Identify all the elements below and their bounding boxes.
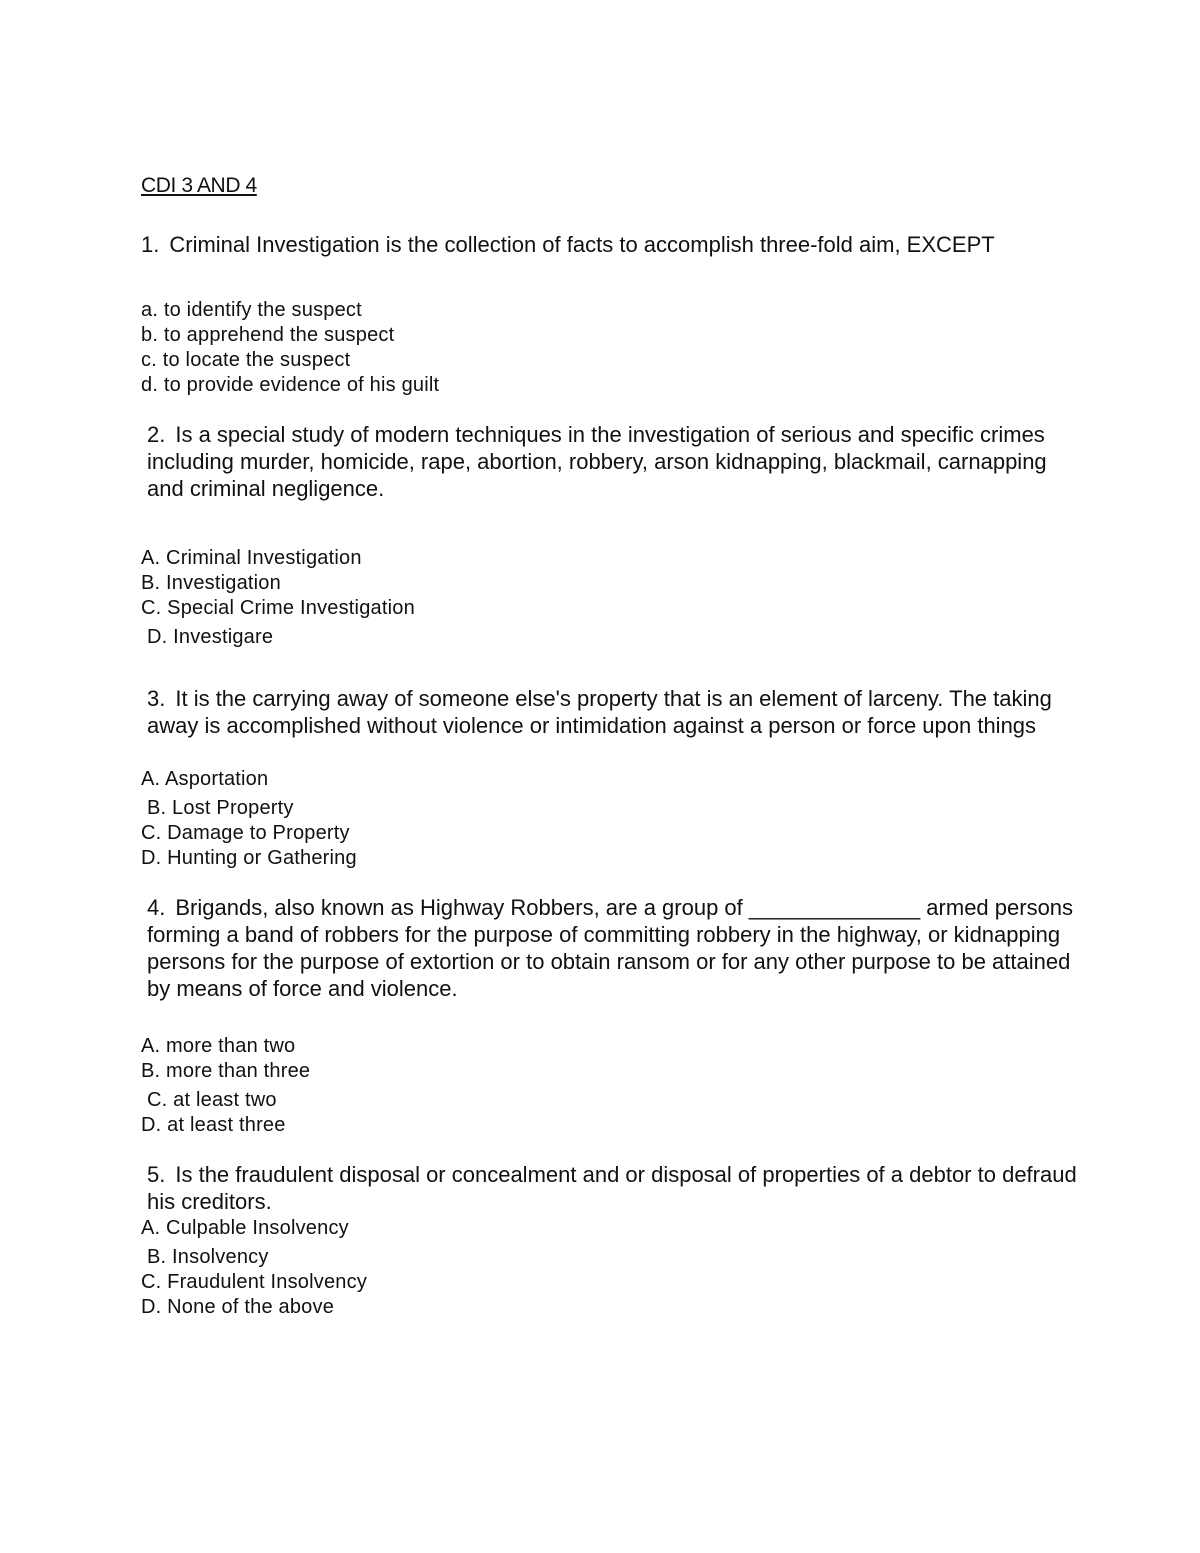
option-item: b. to apprehend the suspect xyxy=(141,324,395,346)
question-text: It is the carrying away of someone else's property that is an element of larceny. The taking away is accomplished without violence or intimidation against a person or force upon things xyxy=(147,686,1052,738)
question-3 xyxy=(141,685,1077,739)
option-item: A. Criminal Investigation xyxy=(141,547,362,569)
option-item: C. at least two xyxy=(147,1089,277,1111)
option-item: D. Investigare xyxy=(147,626,274,648)
question-text: Is the fraudulent disposal or concealment and or disposal of properties of a debtor to defraud his creditors. xyxy=(147,1162,1077,1214)
option-item: C. Fraudulent Insolvency xyxy=(141,1271,368,1293)
option-item: a. to identify the suspect xyxy=(141,299,362,321)
option-item: c. to locate the suspect xyxy=(141,349,351,371)
question-number: 3. xyxy=(147,686,166,711)
question-2 xyxy=(141,421,1077,502)
question-text: Is a special study of modern techniques in the investigation of serious and specific crimes including murder, homicide, rape, abortion, robbery, arson kidnapping, blackmail, carnapping and criminal negligence. xyxy=(147,422,1047,501)
document-title: CDI 3 AND 4 xyxy=(141,174,257,197)
question-1 xyxy=(141,231,1071,258)
option-item: B. Insolvency xyxy=(147,1246,269,1268)
option-item: D. None of the above xyxy=(141,1296,335,1318)
question-number: 2. xyxy=(147,422,166,447)
question-5 xyxy=(141,1161,1077,1215)
question-3-options xyxy=(141,767,357,871)
option-item: A. Asportation xyxy=(141,768,269,790)
question-number: 5. xyxy=(147,1162,166,1187)
option-item: d. to provide evidence of his guilt xyxy=(141,374,440,396)
option-item: C. Damage to Property xyxy=(141,822,350,844)
option-item: D. Hunting or Gathering xyxy=(141,847,357,869)
option-item: A. more than two xyxy=(141,1035,296,1057)
question-text: Brigands, also known as Highway Robbers, are a group of ______________ armed persons forming a band of robbers for the purpose of committing robbery in the highway, or kidnapping persons for the purpose of extortion or to obtain ransom or for any other purpose to be attained by means of force and violence. xyxy=(147,895,1074,1001)
question-2-options xyxy=(141,546,415,650)
question-4-options xyxy=(141,1034,310,1138)
option-item: B. Lost Property xyxy=(147,797,294,819)
question-4 xyxy=(141,894,1077,1002)
option-item: D. at least three xyxy=(141,1114,286,1136)
question-number: 1. xyxy=(141,232,160,257)
option-item: B. Investigation xyxy=(141,572,281,594)
option-item: A. Culpable Insolvency xyxy=(141,1217,349,1239)
question-number: 4. xyxy=(147,895,166,920)
question-5-options xyxy=(141,1216,367,1320)
question-1-options xyxy=(141,298,439,398)
option-item: C. Special Crime Investigation xyxy=(141,597,415,619)
option-item: B. more than three xyxy=(141,1060,311,1082)
question-text: Criminal Investigation is the collection of facts to accomplish three-fold aim, EXCEPT xyxy=(169,232,995,257)
